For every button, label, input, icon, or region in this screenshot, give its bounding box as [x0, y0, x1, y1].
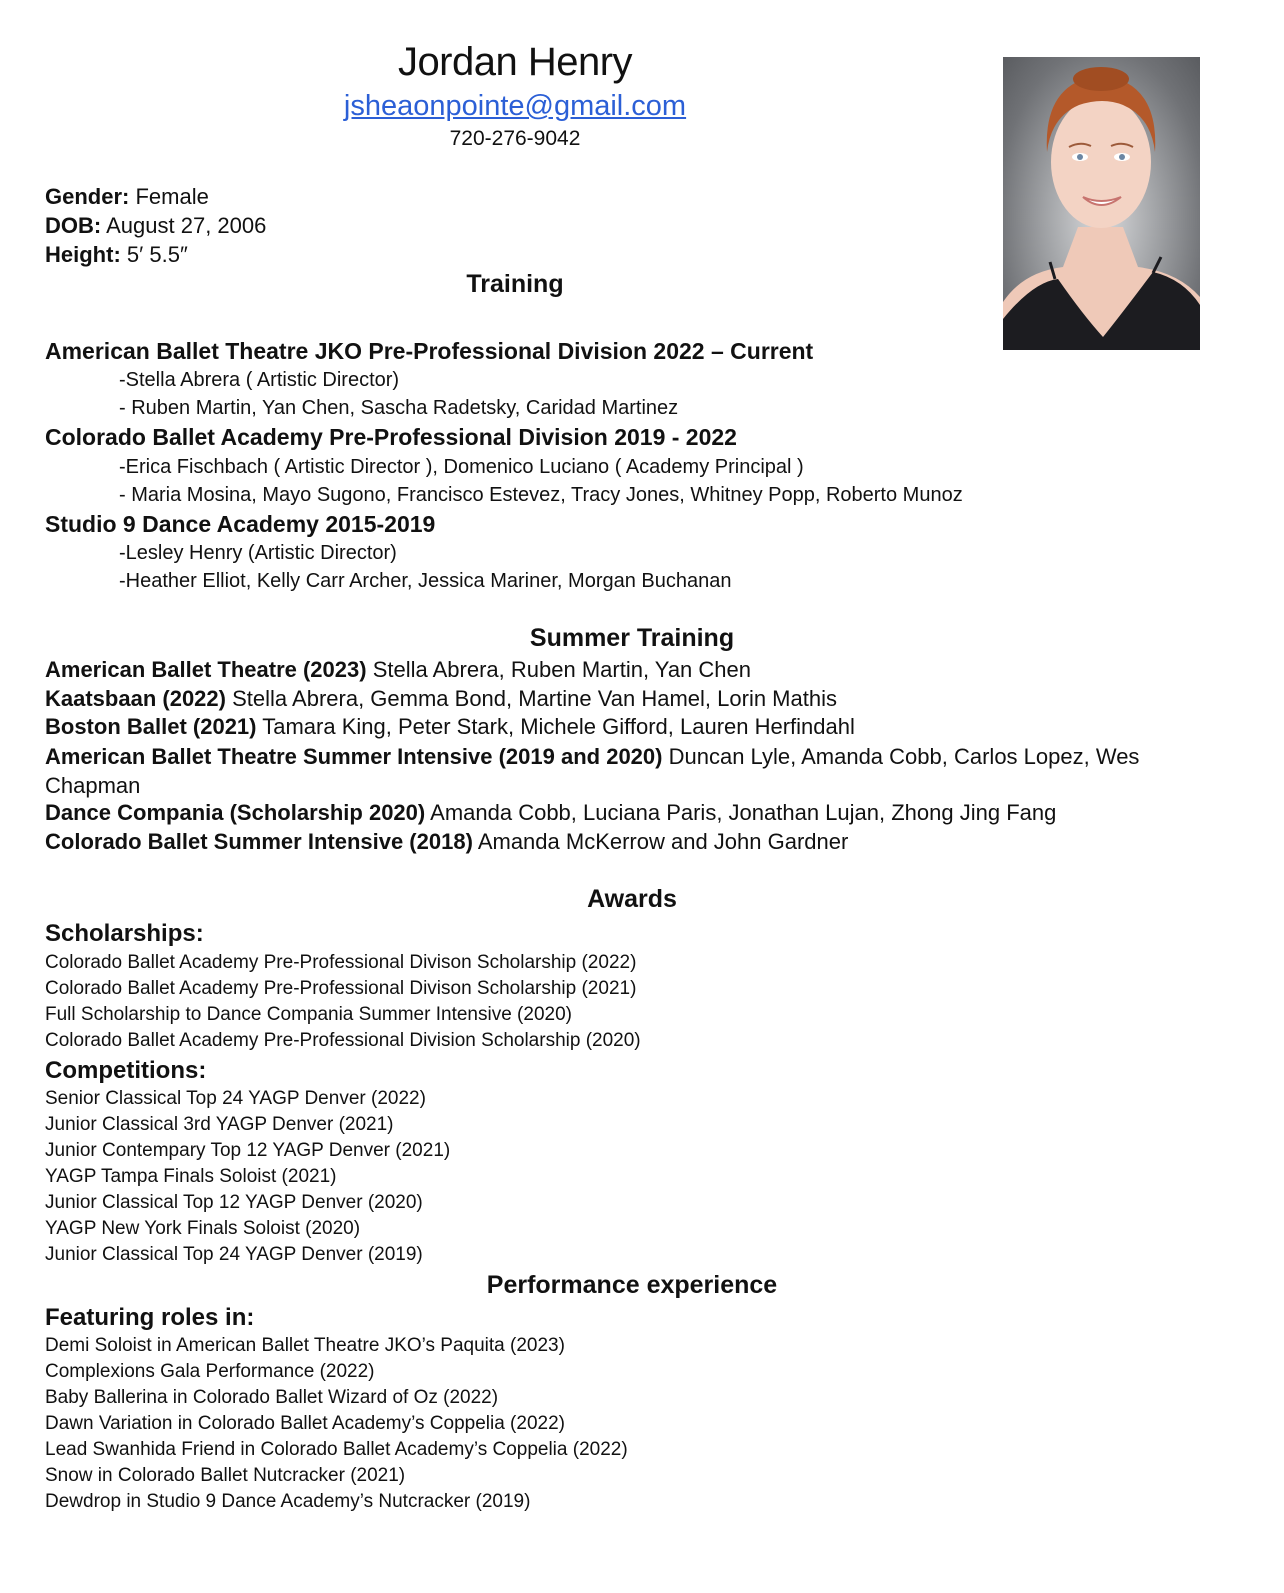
competition-item: YAGP New York Finals Soloist (2020) [45, 1218, 361, 1239]
dob-value: August 27, 2006 [106, 213, 267, 238]
summer-program: Dance Compania (Scholarship 2020) [45, 800, 426, 825]
role-item: Demi Soloist in American Ballet Theatre JKO’s Paquita (2023) [45, 1335, 565, 1356]
dob-row [45, 211, 266, 240]
scholarship-item: Full Scholarship to Dance Compania Summer Intensive (2020) [45, 1004, 572, 1025]
training-school-heading: Colorado Ballet Academy Pre-Professional Division 2019 - 2022 [45, 424, 737, 450]
summer-program: Colorado Ballet Summer Intensive (2018) [45, 829, 473, 854]
competition-item: Junior Contempary Top 12 YAGP Denver (2021) [45, 1140, 451, 1161]
summer-program: Boston Ballet (2021) [45, 714, 257, 739]
summer-program: American Ballet Theatre Summer Intensive (2019 and 2020) [45, 744, 663, 769]
summer-item [45, 657, 751, 683]
scholarship-item: Colorado Ballet Academy Pre-Professional Divison Scholarship (2022) [45, 952, 637, 973]
training-school-line: -Stella Abrera ( Artistic Director) [119, 369, 400, 391]
gender-row [45, 182, 266, 211]
training-school-line: - Maria Mosina, Mayo Sugono, Francisco Estevez, Tracy Jones, Whitney Popp, Roberto Munoz [119, 484, 963, 506]
headshot-illustration [1003, 57, 1200, 350]
competition-item: Junior Classical Top 12 YAGP Denver (2020) [45, 1192, 423, 1213]
performance-heading: Performance experience [486, 1271, 778, 1299]
role-item: Complexions Gala Performance (2022) [45, 1361, 375, 1382]
summer-teachers: Duncan Lyle, Amanda Cobb, Carlos Lopez, Wes Chapman [45, 744, 1140, 798]
role-item: Dawn Variation in Colorado Ballet Academy’s Coppelia (2022) [45, 1413, 565, 1434]
resume-name: Jordan Henry [397, 40, 633, 84]
height-value: 5′ 5.5″ [126, 242, 188, 267]
summer-teachers: Stella Abrera, Gemma Bond, Martine Van Hamel, Lorin Mathis [232, 686, 837, 711]
personal-info [45, 182, 266, 269]
summer-item [45, 800, 1056, 826]
competition-item: Junior Classical 3rd YAGP Denver (2021) [45, 1114, 394, 1135]
height-label: Height: [45, 242, 121, 267]
training-heading: Training [466, 270, 564, 298]
height-row [45, 240, 266, 269]
phone-number: 720-276-9042 [449, 127, 581, 150]
training-school-line: -Erica Fischbach ( Artistic Director ), Domenico Luciano ( Academy Principal ) [119, 456, 804, 478]
scholarships-heading: Scholarships: [45, 920, 204, 947]
summer-item [45, 742, 1225, 800]
email-line [0, 90, 1030, 123]
summer-training-heading: Summer Training [529, 624, 735, 652]
summer-item [45, 714, 855, 740]
headshot-photo [1003, 57, 1200, 350]
summer-program: American Ballet Theatre (2023) [45, 657, 367, 682]
training-school-heading: American Ballet Theatre JKO Pre-Professional Division 2022 – Current [45, 338, 814, 364]
summer-teachers: Amanda McKerrow and John Gardner [477, 829, 849, 854]
training-school-line: -Heather Elliot, Kelly Carr Archer, Jessica Mariner, Morgan Buchanan [119, 570, 732, 592]
training-school-line: - Ruben Martin, Yan Chen, Sascha Radetsky, Caridad Martinez [119, 397, 679, 419]
role-item: Lead Swanhida Friend in Colorado Ballet Academy’s Coppelia (2022) [45, 1439, 628, 1460]
gender-label: Gender: [45, 184, 130, 209]
summer-program: Kaatsbaan (2022) [45, 686, 226, 711]
scholarship-item: Colorado Ballet Academy Pre-Professional Division Scholarship (2020) [45, 1030, 641, 1051]
gender-value: Female [135, 184, 209, 209]
competition-item: YAGP Tampa Finals Soloist (2021) [45, 1166, 337, 1187]
summer-item [45, 686, 837, 712]
role-item: Snow in Colorado Ballet Nutcracker (2021) [45, 1465, 406, 1486]
training-school-heading: Studio 9 Dance Academy 2015-2019 [45, 511, 436, 537]
awards-heading: Awards [587, 885, 677, 913]
email-link[interactable]: jsheaonpointe@gmail.com [343, 90, 687, 122]
dob-label: DOB: [45, 213, 102, 238]
competition-item: Junior Classical Top 24 YAGP Denver (2019) [45, 1244, 423, 1265]
summer-teachers: Stella Abrera, Ruben Martin, Yan Chen [372, 657, 751, 682]
summer-item [45, 829, 848, 855]
competitions-heading: Competitions: [45, 1057, 207, 1084]
training-school-line: -Lesley Henry (Artistic Director) [119, 542, 397, 564]
summer-teachers: Tamara King, Peter Stark, Michele Gifford, Lauren Herfindahl [262, 714, 855, 739]
featuring-roles-heading: Featuring roles in: [45, 1304, 255, 1331]
role-item: Baby Ballerina in Colorado Ballet Wizard of Oz (2022) [45, 1387, 499, 1408]
summer-teachers: Amanda Cobb, Luciana Paris, Jonathan Lujan, Zhong Jing Fang [430, 800, 1057, 825]
competition-item: Senior Classical Top 24 YAGP Denver (2022) [45, 1088, 426, 1109]
scholarship-item: Colorado Ballet Academy Pre-Professional Divison Scholarship (2021) [45, 978, 637, 999]
role-item: Dewdrop in Studio 9 Dance Academy’s Nutcracker (2019) [45, 1491, 531, 1512]
